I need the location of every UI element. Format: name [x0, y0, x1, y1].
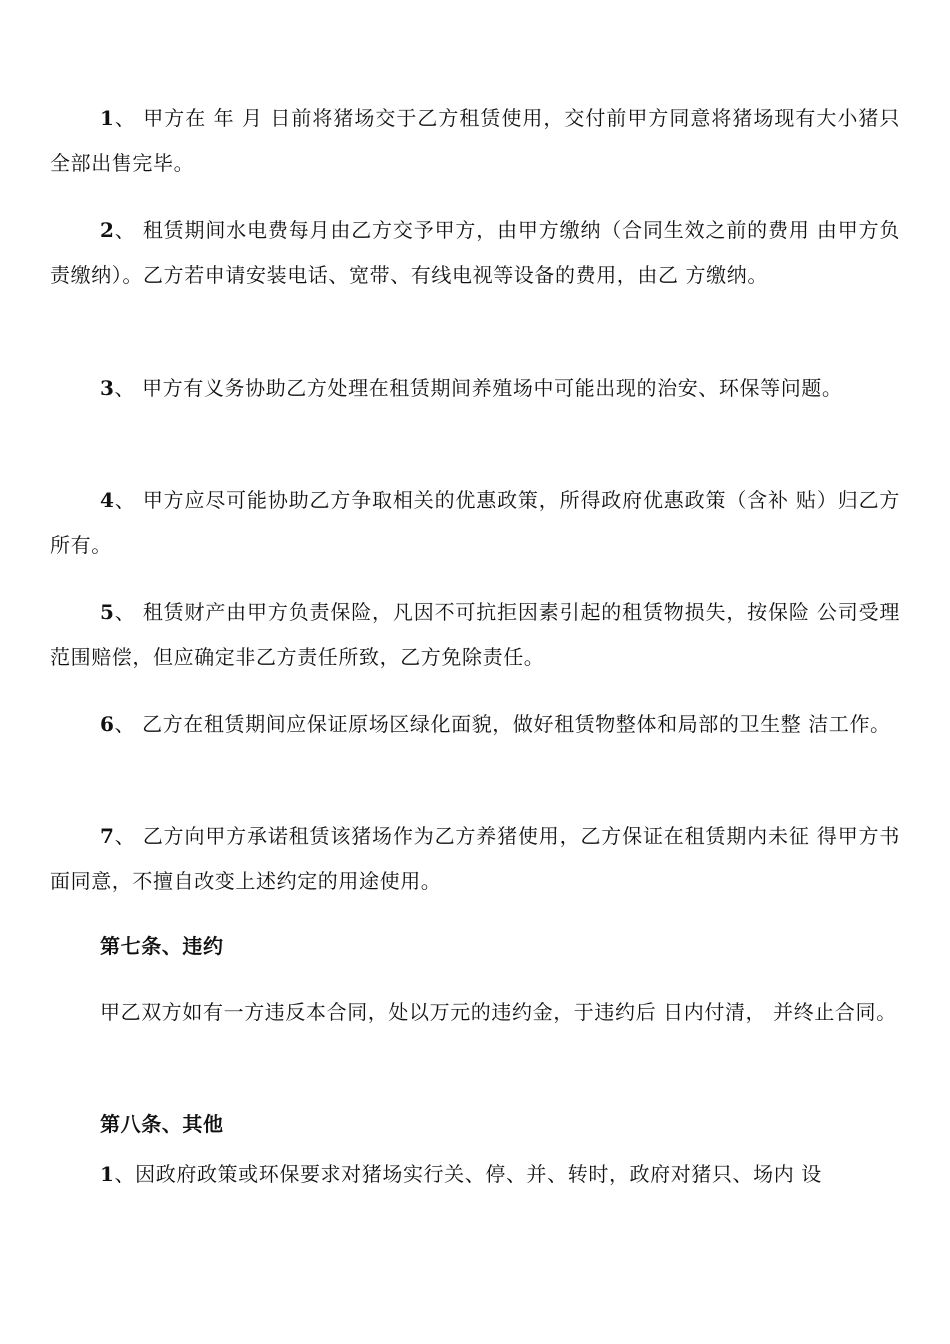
clause-separator: 、	[114, 1162, 136, 1186]
clause-number: 5	[100, 600, 115, 624]
clause-item-1	[50, 96, 900, 186]
clause-text: 乙方向甲方承诺租赁该猪场作为乙方养猪使用，乙方保证在租赁期内未征 得甲方书面同意，不擅自改变上述约定的用途使用。	[50, 824, 901, 893]
clause-number: 7	[100, 824, 115, 848]
clause-number: 1	[100, 106, 115, 130]
clause-text: 乙方在租赁期间应保证原场区绿化面貌，做好租赁物整体和局部的卫生整 洁工作。	[135, 712, 891, 736]
clause-separator: 、	[114, 600, 136, 624]
section-heading-other: 第八条、其他	[100, 1112, 224, 1136]
clause-number: 6	[100, 712, 115, 736]
clause-separator: 、	[114, 488, 136, 512]
section-heading-breach: 第七条、违约	[100, 934, 224, 958]
clause-separator: 、	[114, 376, 136, 400]
clause-item-2	[50, 208, 900, 298]
clause-text: 租赁财产由甲方负责保险，凡因不可抗拒因素引起的租赁物损失，按保险 公司受理范围赔偿，但应确定非乙方责任所致，乙方免除责任。	[50, 600, 901, 669]
clause-number: 4	[100, 488, 115, 512]
clause-separator: 、	[114, 106, 136, 130]
clause-text: 租赁期间水电费每月由乙方交予甲方，由甲方缴纳（合同生效之前的费用 由甲方负责缴纳）。乙方若申请安装电话、宽带、有线电视等设备的费用，由乙 方缴纳。	[50, 218, 901, 287]
clause-separator: 、	[114, 824, 136, 848]
clause-text: 甲方有义务协助乙方处理在租赁期间养殖场中可能出现的治安、环保等问题。	[135, 376, 843, 400]
clause-item-5	[50, 590, 900, 680]
clause-text: 因政府政策或环保要求对猪场实行关、停、并、转时，政府对猪只、场内 设	[135, 1162, 822, 1186]
clause-number: 3	[100, 376, 115, 400]
clause-item-3	[50, 366, 900, 411]
clause-text: 甲方应尽可能协助乙方争取相关的优惠政策，所得政府优惠政策（含补 贴）归乙方所有。	[50, 488, 901, 557]
clause-number: 1	[100, 1162, 115, 1186]
clause-item-6	[50, 702, 900, 747]
clause-number: 2	[100, 218, 115, 242]
breach-paragraph: 甲乙双方如有一方违反本合同，处以万元的违约金，于违约后 日内付清， 并终止合同。	[100, 1000, 897, 1024]
clause-item-7	[50, 814, 900, 904]
other-clause-item-1	[50, 1152, 900, 1197]
clause-text: 甲方在 年 月 日前将猪场交于乙方租赁使用，交付前甲方同意将猪场现有大小猪只全部出售完毕。	[50, 106, 900, 175]
clause-separator: 、	[114, 218, 136, 242]
clause-item-4	[50, 478, 900, 568]
clause-separator: 、	[114, 712, 136, 736]
